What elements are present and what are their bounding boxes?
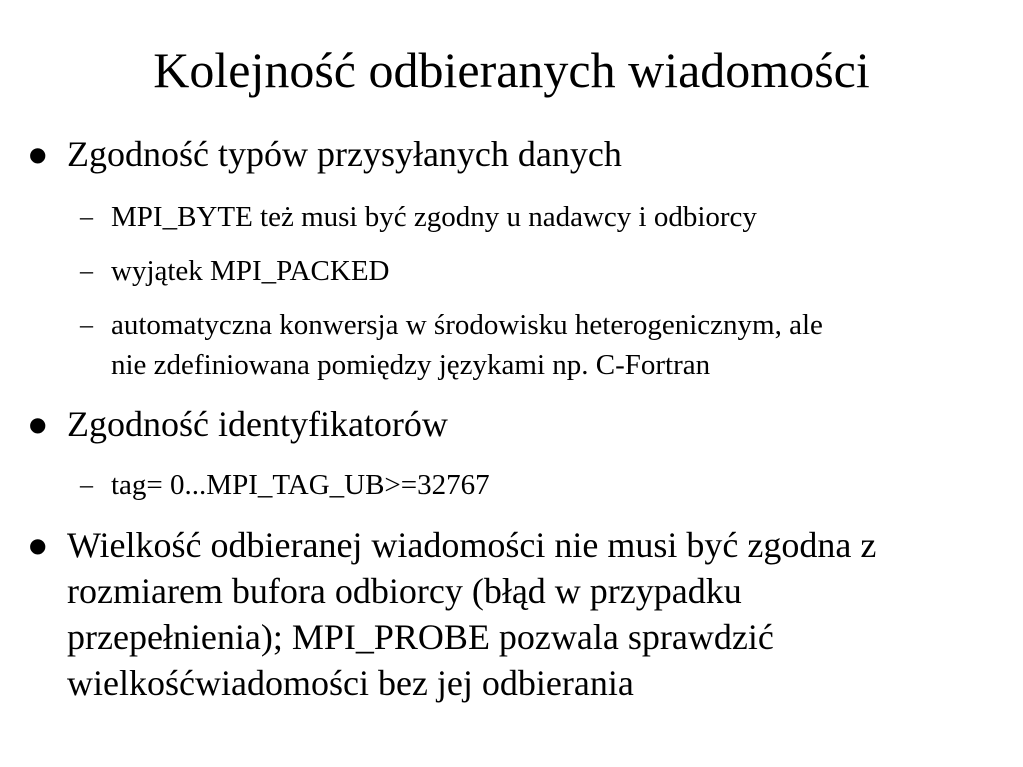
bullet-text-line-2: rozmiarem bufora odbiorcy (błąd w przypadku (67, 571, 742, 611)
sub-item-text-line-2: nie zdefiniowana pomiędzy językami np. C-Fortran (111, 349, 711, 381)
bullet-text: Zgodność identyfikatorów (67, 404, 448, 444)
sub-item-text: MPI_BYTE też musi być zgodny u nadawcy i odbiorcy (111, 201, 757, 233)
bullet-marker: ● (29, 412, 47, 436)
sub-item-mpi-packed (80, 250, 390, 292)
bullet-item-type-compatibility (29, 132, 622, 177)
sub-item-text-line-1: automatyczna konwersja w środowisku heterogenicznym, ale (111, 309, 823, 341)
sub-item-text: wyjątek MPI_PACKED (111, 255, 390, 287)
bullet-item-message-size (29, 522, 877, 706)
bullet-item-identifier-compatibility (29, 402, 448, 447)
sub-item-tag-range (80, 464, 490, 506)
bullet-marker: ● (29, 533, 47, 557)
dash-marker: – (80, 202, 93, 231)
dash-marker: – (80, 256, 93, 285)
sub-item-text: tag= 0...MPI_TAG_UB>=32767 (111, 469, 490, 501)
sub-item-mpi-byte (80, 196, 757, 238)
dash-marker: – (80, 310, 93, 339)
slide-title: Kolejność odbieranych wiadomości (153, 42, 870, 98)
bullet-text-line-4: wielkośćwiadomości bez jej odbierania (67, 663, 634, 703)
bullet-text: Zgodność typów przysyłanych danych (67, 134, 622, 174)
bullet-marker: ● (29, 142, 47, 166)
bullet-text-line-1: Wielkość odbieranej wiadomości nie musi być zgodna z (67, 525, 877, 565)
sub-item-conversion (80, 305, 823, 385)
dash-marker: – (80, 470, 93, 499)
bullet-text-line-3: przepełnienia); MPI_PROBE pozwala sprawdzić (67, 617, 774, 657)
